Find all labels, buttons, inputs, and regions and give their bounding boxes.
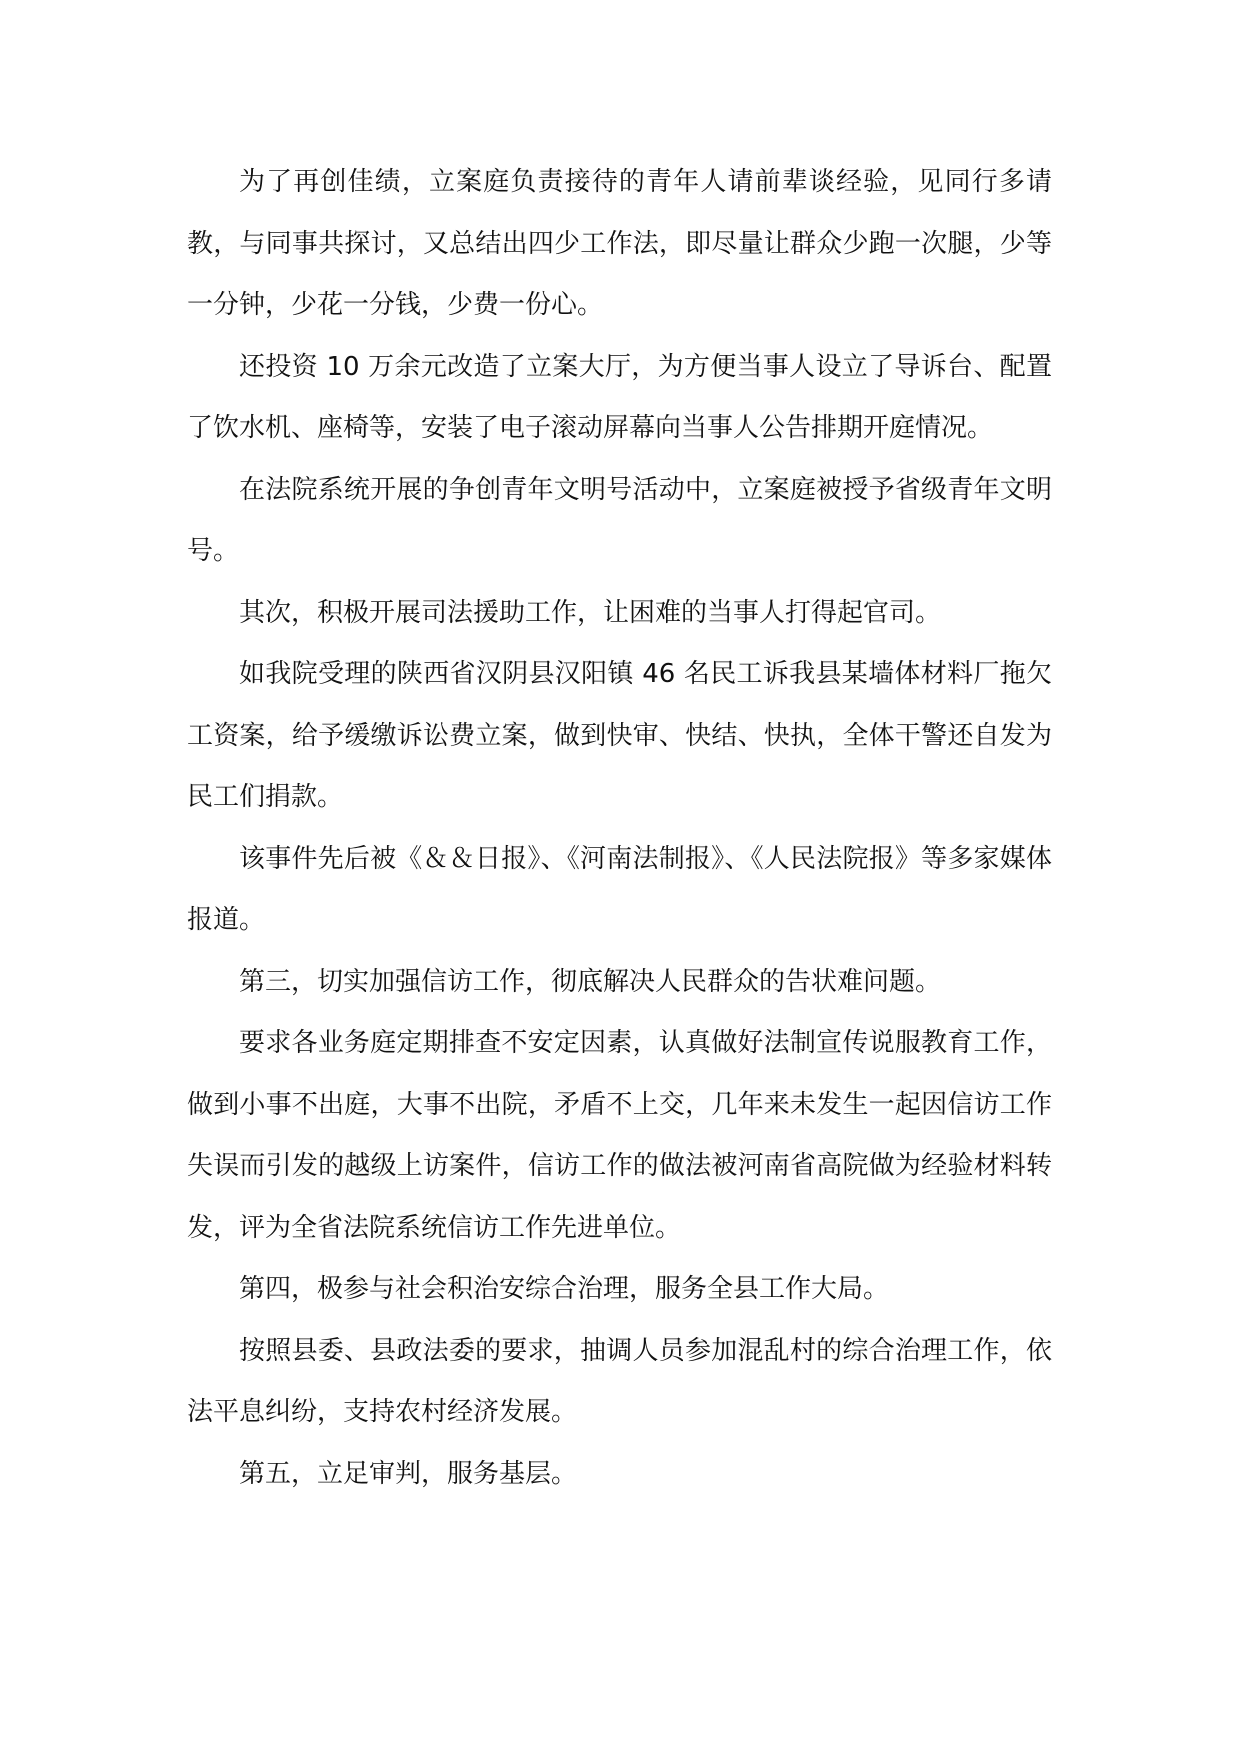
paragraph: 如我院受理的陕西省汉阴县汉阳镇 46 名民工诉我县某墙体材料厂拖欠工资案，给予缓缴诉讼费立案，做到快审、快结、快执，全体干警还自发为民工们捐款。 — [187, 659, 1052, 812]
paragraph: 第四，极参与社会积治安综合治理，服务全县工作大局。 — [239, 1274, 890, 1304]
paragraph: 按照县委、县政法委的要求，抽调人员参加混乱村的综合治理工作，依法平息纠纷，支持农村经济发展。 — [187, 1335, 1052, 1427]
paragraph: 为了再创佳绩，立案庭负责接待的青年人请前辈谈经验，见同行多请教，与同事共探讨，又总结出四少工作法，即尽量让群众少跑一次腿，少等一分钟，少花一分钱，少费一份心。 — [187, 167, 1052, 320]
document-body — [187, 152, 1052, 1505]
paragraph: 第三，切实加强信访工作，彻底解决人民群众的告状难问题。 — [239, 966, 942, 997]
paragraph: 其次，积极开展司法援助工作，让困难的当事人打得起官司。 — [239, 597, 942, 628]
paragraph: 该事件先后被《＆＆日报》、《河南法制报》、《人民法院报》等多家媒体报道。 — [187, 843, 1052, 935]
paragraph: 在法院系统开展的争创青年文明号活动中，立案庭被授予省级青年文明号。 — [187, 474, 1052, 566]
paragraph: 第五，立足审判，服务基层。 — [239, 1458, 578, 1489]
paragraph: 要求各业务庭定期排查不安定因素，认真做好法制宣传说服教育工作，做到小事不出庭，大事不出院，矛盾不上交，几年来未发生一起因信访工作失误而引发的越级上访案件，信访工作的做法被河南省高院做为经验材料转发，评为全省法院系统信访工作先进单位。 — [187, 1028, 1052, 1243]
paragraph: 还投资 10 万余元改造了立案大厅，为方便当事人设立了导诉台、配置了饮水机、座椅等，安装了电子滚动屏幕向当事人公告排期开庭情况。 — [187, 351, 1052, 443]
